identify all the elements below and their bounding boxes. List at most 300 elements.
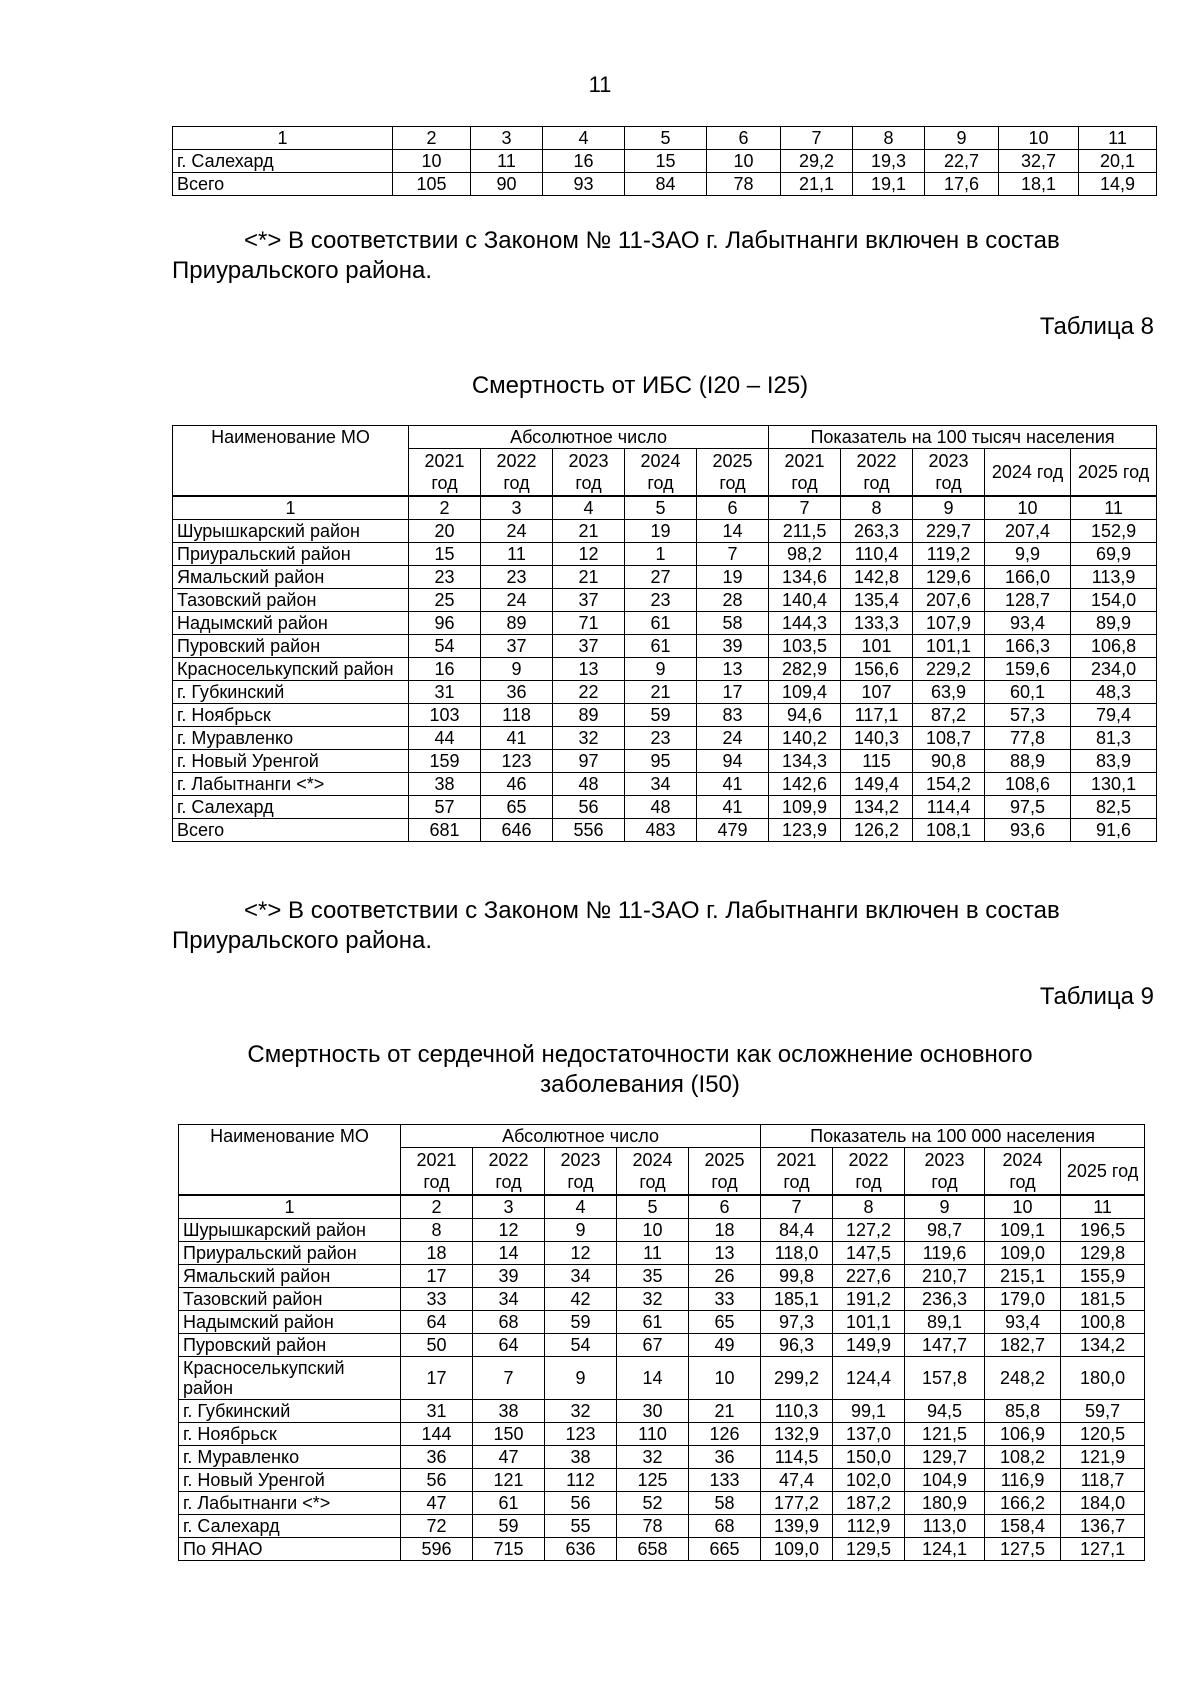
- value-cell: 123: [545, 1423, 617, 1446]
- value-cell: 41: [481, 727, 553, 750]
- value-cell: 104,9: [905, 1469, 985, 1492]
- year-header-cell: 2024 год: [625, 449, 697, 497]
- value-cell: 32,7: [999, 150, 1079, 173]
- value-cell: 60,1: [985, 681, 1071, 704]
- value-cell: 108,6: [985, 773, 1071, 796]
- value-cell: 57: [409, 796, 481, 819]
- value-cell: 18,1: [999, 173, 1079, 196]
- value-cell: 47: [473, 1446, 545, 1469]
- row-name-cell: г. Ноябрьск: [179, 1423, 401, 1446]
- value-cell: 106,9: [985, 1423, 1061, 1446]
- value-cell: 109,0: [985, 1242, 1061, 1265]
- footnote-2: <*> В соответствии с Законом № 11-ЗАО г. Лабытнанги включен в состав Приуральского района.: [172, 897, 1060, 954]
- value-cell: 82,5: [1071, 796, 1157, 819]
- row-name-cell: Пуровский район: [173, 635, 409, 658]
- table-row: [173, 727, 1157, 750]
- value-cell: 78: [707, 173, 781, 196]
- value-cell: 93,4: [985, 612, 1071, 635]
- value-cell: 22: [553, 681, 625, 704]
- value-cell: 93,6: [985, 819, 1071, 842]
- value-cell: 211,5: [769, 520, 841, 543]
- value-cell: 56: [401, 1469, 473, 1492]
- value-cell: 248,2: [985, 1357, 1061, 1400]
- row-name-cell: Приуральский район: [173, 543, 409, 566]
- year-header-cell: 2021 год: [409, 449, 481, 497]
- value-cell: 65: [481, 796, 553, 819]
- year-header-cell: 2023 год: [913, 449, 985, 497]
- value-cell: 479: [697, 819, 769, 842]
- value-cell: 123,9: [769, 819, 841, 842]
- value-cell: 134,6: [769, 566, 841, 589]
- column-number-cell: 1: [173, 127, 393, 150]
- value-cell: 107,9: [913, 612, 985, 635]
- value-cell: 68: [689, 1515, 761, 1538]
- column-number-cell: 11: [1079, 127, 1157, 150]
- value-cell: 34: [545, 1265, 617, 1288]
- value-cell: 38: [473, 1400, 545, 1423]
- value-cell: 119,2: [913, 543, 985, 566]
- value-cell: 136,7: [1061, 1515, 1145, 1538]
- value-cell: 21: [689, 1400, 761, 1423]
- value-cell: 94: [697, 750, 769, 773]
- column-number-cell: 5: [625, 127, 707, 150]
- value-cell: 135,4: [841, 589, 913, 612]
- value-cell: 89: [481, 612, 553, 635]
- value-cell: 18: [689, 1219, 761, 1242]
- column-number-cell: 9: [913, 496, 985, 520]
- value-cell: 139,9: [761, 1515, 833, 1538]
- value-cell: 227,6: [833, 1265, 905, 1288]
- row-name-cell: Шурышкарский район: [179, 1219, 401, 1242]
- value-cell: 19: [625, 520, 697, 543]
- value-cell: 97,3: [761, 1311, 833, 1334]
- value-cell: 95: [625, 750, 697, 773]
- value-cell: 182,7: [985, 1334, 1061, 1357]
- value-cell: 55: [545, 1515, 617, 1538]
- value-cell: 124,1: [905, 1538, 985, 1561]
- value-cell: 282,9: [769, 658, 841, 681]
- value-cell: 125: [617, 1469, 689, 1492]
- value-cell: 21: [625, 681, 697, 704]
- value-cell: 29,2: [781, 150, 853, 173]
- value-cell: 147,5: [833, 1242, 905, 1265]
- value-cell: 23: [481, 566, 553, 589]
- year-header-cell: 2025 год: [1071, 449, 1157, 497]
- value-cell: 16: [409, 658, 481, 681]
- value-cell: 118: [481, 704, 553, 727]
- value-cell: 20,1: [1079, 150, 1157, 173]
- value-cell: 48,3: [1071, 681, 1157, 704]
- value-cell: 133: [689, 1469, 761, 1492]
- value-cell: 18: [401, 1242, 473, 1265]
- value-cell: 99,1: [833, 1400, 905, 1423]
- value-cell: 11: [617, 1242, 689, 1265]
- value-cell: 47: [401, 1492, 473, 1515]
- table-row: [173, 173, 1157, 196]
- table-9-title: Смертность от сердечной недостаточности как осложнение основного заболевания (I50): [247, 1041, 1033, 1098]
- value-cell: 13: [689, 1242, 761, 1265]
- value-cell: 54: [545, 1334, 617, 1357]
- value-cell: 85,8: [985, 1400, 1061, 1423]
- row-name-cell: Всего: [173, 173, 393, 196]
- value-cell: 715: [473, 1538, 545, 1561]
- value-cell: 134,2: [1061, 1334, 1145, 1357]
- value-cell: 14: [617, 1357, 689, 1400]
- value-cell: 10: [617, 1219, 689, 1242]
- value-cell: 121: [473, 1469, 545, 1492]
- table-row: [173, 750, 1157, 773]
- table-row: [173, 819, 1157, 842]
- table-row: [173, 127, 1157, 150]
- value-cell: 147,7: [905, 1334, 985, 1357]
- value-cell: 236,3: [905, 1288, 985, 1311]
- value-cell: 142,8: [841, 566, 913, 589]
- column-number-cell: 2: [409, 496, 481, 520]
- table-row: [173, 796, 1157, 819]
- value-cell: 36: [689, 1446, 761, 1469]
- value-cell: 42: [545, 1288, 617, 1311]
- value-cell: 47,4: [761, 1469, 833, 1492]
- table-row: [173, 150, 1157, 173]
- table-row: [179, 1446, 1145, 1469]
- value-cell: 15: [625, 150, 707, 173]
- value-cell: 157,8: [905, 1357, 985, 1400]
- value-cell: 180,9: [905, 1492, 985, 1515]
- value-cell: 23: [625, 589, 697, 612]
- value-cell: 110,4: [841, 543, 913, 566]
- table-row: [179, 1469, 1145, 1492]
- value-cell: 229,7: [913, 520, 985, 543]
- column-number-cell: 3: [471, 127, 543, 150]
- row-name-cell: Всего: [173, 819, 409, 842]
- value-cell: 25: [409, 589, 481, 612]
- row-name-cell: г. Муравленко: [173, 727, 409, 750]
- value-cell: 88,9: [985, 750, 1071, 773]
- year-header-cell: 2021 год: [401, 1148, 473, 1196]
- row-name-cell: Красноселькупский район: [179, 1357, 401, 1400]
- value-cell: 155,9: [1061, 1265, 1145, 1288]
- value-cell: 128,7: [985, 589, 1071, 612]
- value-cell: 229,2: [913, 658, 985, 681]
- value-cell: 49: [689, 1334, 761, 1357]
- value-cell: 103,5: [769, 635, 841, 658]
- value-cell: 17: [697, 681, 769, 704]
- value-cell: 109,0: [761, 1538, 833, 1561]
- value-cell: 150,0: [833, 1446, 905, 1469]
- row-name-cell: Надымский район: [179, 1311, 401, 1334]
- value-cell: 37: [553, 589, 625, 612]
- value-cell: 89: [553, 704, 625, 727]
- value-cell: 114,5: [761, 1446, 833, 1469]
- column-number-cell: 8: [841, 496, 913, 520]
- value-cell: 21,1: [781, 173, 853, 196]
- value-cell: 24: [697, 727, 769, 750]
- year-header-cell: 2022 год: [833, 1148, 905, 1196]
- value-cell: 166,3: [985, 635, 1071, 658]
- value-cell: 37: [481, 635, 553, 658]
- value-cell: 98,7: [905, 1219, 985, 1242]
- column-numbers-row: [179, 1195, 1145, 1219]
- value-cell: 50: [401, 1334, 473, 1357]
- value-cell: 87,2: [913, 704, 985, 727]
- value-cell: 184,0: [1061, 1492, 1145, 1515]
- value-cell: 59: [625, 704, 697, 727]
- value-cell: 210,7: [905, 1265, 985, 1288]
- value-cell: 117,1: [841, 704, 913, 727]
- year-header-cell: 2024 год: [617, 1148, 689, 1196]
- value-cell: 13: [697, 658, 769, 681]
- value-cell: 112,9: [833, 1515, 905, 1538]
- year-header-cell: 2023 год: [905, 1148, 985, 1196]
- value-cell: 107: [841, 681, 913, 704]
- value-cell: 94,6: [769, 704, 841, 727]
- table-row: [179, 1423, 1145, 1446]
- value-cell: 154,2: [913, 773, 985, 796]
- value-cell: 61: [625, 635, 697, 658]
- value-cell: 100,8: [1061, 1311, 1145, 1334]
- table-row: [179, 1334, 1145, 1357]
- value-cell: 11: [471, 150, 543, 173]
- year-header-cell: 2022 год: [841, 449, 913, 497]
- value-cell: 22,7: [925, 150, 999, 173]
- table-8-col-name: Наименование МО: [173, 426, 409, 497]
- value-cell: 24: [481, 520, 553, 543]
- value-cell: 118,0: [761, 1242, 833, 1265]
- value-cell: 32: [553, 727, 625, 750]
- value-cell: 52: [617, 1492, 689, 1515]
- value-cell: 9: [545, 1357, 617, 1400]
- year-header-cell: 2021 год: [761, 1148, 833, 1196]
- value-cell: 140,3: [841, 727, 913, 750]
- value-cell: 83: [697, 704, 769, 727]
- row-name-cell: Ямальский район: [173, 566, 409, 589]
- value-cell: 33: [401, 1288, 473, 1311]
- value-cell: 12: [553, 543, 625, 566]
- value-cell: 207,6: [913, 589, 985, 612]
- value-cell: 109,1: [985, 1219, 1061, 1242]
- column-number-cell: 11: [1071, 496, 1157, 520]
- value-cell: 38: [545, 1446, 617, 1469]
- column-number-cell: 4: [543, 127, 625, 150]
- value-cell: 93: [543, 173, 625, 196]
- table-row: [173, 566, 1157, 589]
- row-name-cell: г. Лабытнанги <*>: [179, 1492, 401, 1515]
- value-cell: 110: [617, 1423, 689, 1446]
- row-name-cell: Ямальский район: [179, 1265, 401, 1288]
- value-cell: 44: [409, 727, 481, 750]
- value-cell: 83,9: [1071, 750, 1157, 773]
- value-cell: 59: [545, 1311, 617, 1334]
- row-name-cell: г. Губкинский: [179, 1400, 401, 1423]
- value-cell: 9: [625, 658, 697, 681]
- value-cell: 158,4: [985, 1515, 1061, 1538]
- value-cell: 32: [617, 1446, 689, 1469]
- table-row: [179, 1400, 1145, 1423]
- value-cell: 99,8: [761, 1265, 833, 1288]
- value-cell: 112: [545, 1469, 617, 1492]
- value-cell: 7: [697, 543, 769, 566]
- column-number-cell: 9: [905, 1195, 985, 1219]
- value-cell: 181,5: [1061, 1288, 1145, 1311]
- value-cell: 24: [481, 589, 553, 612]
- value-cell: 106,8: [1071, 635, 1157, 658]
- row-name-cell: г. Муравленко: [179, 1446, 401, 1469]
- column-number-cell: 3: [473, 1195, 545, 1219]
- value-cell: 109,9: [769, 796, 841, 819]
- value-cell: 179,0: [985, 1288, 1061, 1311]
- column-number-cell: 8: [833, 1195, 905, 1219]
- value-cell: 69,9: [1071, 543, 1157, 566]
- value-cell: 90: [471, 173, 543, 196]
- value-cell: 23: [625, 727, 697, 750]
- value-cell: 140,2: [769, 727, 841, 750]
- table-9-group-abs: Абсолютное число: [401, 1125, 761, 1148]
- value-cell: 39: [697, 635, 769, 658]
- value-cell: 67: [617, 1334, 689, 1357]
- value-cell: 142,6: [769, 773, 841, 796]
- value-cell: 21: [553, 520, 625, 543]
- value-cell: 129,5: [833, 1538, 905, 1561]
- value-cell: 14,9: [1079, 173, 1157, 196]
- column-number-cell: 2: [393, 127, 471, 150]
- row-name-cell: Приуральский район: [179, 1242, 401, 1265]
- value-cell: 105: [393, 173, 471, 196]
- row-name-cell: г. Салехард: [173, 796, 409, 819]
- value-cell: 133,3: [841, 612, 913, 635]
- value-cell: 180,0: [1061, 1357, 1145, 1400]
- value-cell: 17,6: [925, 173, 999, 196]
- column-number-cell: 6: [689, 1195, 761, 1219]
- column-number-cell: 10: [985, 496, 1071, 520]
- table-row: [179, 1515, 1145, 1538]
- value-cell: 144: [401, 1423, 473, 1446]
- value-cell: 32: [545, 1400, 617, 1423]
- table-8-label: Таблица 8: [1039, 313, 1154, 340]
- value-cell: 121,5: [905, 1423, 985, 1446]
- value-cell: 681: [409, 819, 481, 842]
- value-cell: 11: [481, 543, 553, 566]
- column-number-cell: 3: [481, 496, 553, 520]
- value-cell: 127,2: [833, 1219, 905, 1242]
- value-cell: 23: [409, 566, 481, 589]
- table-row: [179, 1265, 1145, 1288]
- row-name-cell: г. Салехард: [179, 1515, 401, 1538]
- value-cell: 121,9: [1061, 1446, 1145, 1469]
- year-header-cell: 2024 год: [985, 1148, 1061, 1196]
- column-number-cell: 11: [1061, 1195, 1145, 1219]
- table-8-title: Смертность от ИБС (I20 – I25): [471, 372, 809, 399]
- value-cell: 68: [473, 1311, 545, 1334]
- year-header-cell: 2024 год: [985, 449, 1071, 497]
- value-cell: 20: [409, 520, 481, 543]
- value-cell: 10: [689, 1357, 761, 1400]
- value-cell: 110,3: [761, 1400, 833, 1423]
- table-9: [178, 1124, 1145, 1561]
- value-cell: 34: [473, 1288, 545, 1311]
- value-cell: 17: [401, 1357, 473, 1400]
- value-cell: 58: [689, 1492, 761, 1515]
- year-header-cell: 2023 год: [545, 1148, 617, 1196]
- value-cell: 37: [553, 635, 625, 658]
- value-cell: 123: [481, 750, 553, 773]
- value-cell: 116,9: [985, 1469, 1061, 1492]
- value-cell: 7: [473, 1357, 545, 1400]
- value-cell: 102,0: [833, 1469, 905, 1492]
- value-cell: 94,5: [905, 1400, 985, 1423]
- value-cell: 120,5: [1061, 1423, 1145, 1446]
- column-number-cell: 6: [697, 496, 769, 520]
- row-name-cell: г. Салехард: [173, 150, 393, 173]
- value-cell: 31: [401, 1400, 473, 1423]
- value-cell: 71: [553, 612, 625, 635]
- value-cell: 41: [697, 773, 769, 796]
- column-number-cell: 9: [925, 127, 999, 150]
- value-cell: 93,4: [985, 1311, 1061, 1334]
- value-cell: 48: [625, 796, 697, 819]
- row-name-cell: Тазовский район: [179, 1288, 401, 1311]
- value-cell: 9: [545, 1219, 617, 1242]
- value-cell: 159: [409, 750, 481, 773]
- value-cell: 59,7: [1061, 1400, 1145, 1423]
- table-row: [173, 612, 1157, 635]
- year-header-cell: 2022 год: [481, 449, 553, 497]
- value-cell: 665: [689, 1538, 761, 1561]
- value-cell: 78: [617, 1515, 689, 1538]
- table-row: [179, 1492, 1145, 1515]
- value-cell: 149,4: [841, 773, 913, 796]
- value-cell: 166,0: [985, 566, 1071, 589]
- value-cell: 134,3: [769, 750, 841, 773]
- column-number-cell: 7: [761, 1195, 833, 1219]
- value-cell: 9: [481, 658, 553, 681]
- table-row: [179, 1311, 1145, 1334]
- value-cell: 96,3: [761, 1334, 833, 1357]
- column-number-cell: 7: [781, 127, 853, 150]
- value-cell: 19: [697, 566, 769, 589]
- table-row: [179, 1288, 1145, 1311]
- value-cell: 91,6: [1071, 819, 1157, 842]
- row-name-cell: г. Губкинский: [173, 681, 409, 704]
- value-cell: 33: [689, 1288, 761, 1311]
- column-number-cell: 4: [553, 496, 625, 520]
- value-cell: 166,2: [985, 1492, 1061, 1515]
- value-cell: 15: [409, 543, 481, 566]
- value-cell: 9,9: [985, 543, 1071, 566]
- value-cell: 156,6: [841, 658, 913, 681]
- value-cell: 79,4: [1071, 704, 1157, 727]
- row-name-cell: По ЯНАО: [179, 1538, 401, 1561]
- value-cell: 109,4: [769, 681, 841, 704]
- value-cell: 39: [473, 1265, 545, 1288]
- value-cell: 56: [553, 796, 625, 819]
- value-cell: 113,9: [1071, 566, 1157, 589]
- value-cell: 215,1: [985, 1265, 1061, 1288]
- row-name-cell: г. Лабытнанги <*>: [173, 773, 409, 796]
- value-cell: 159,6: [985, 658, 1071, 681]
- value-cell: 144,3: [769, 612, 841, 635]
- value-cell: 596: [401, 1538, 473, 1561]
- value-cell: 54: [409, 635, 481, 658]
- value-cell: 108,1: [913, 819, 985, 842]
- value-cell: 10: [393, 150, 471, 173]
- footnote-1: <*> В соответствии с Законом № 11-ЗАО г. Лабытнанги включен в состав Приуральского района.: [172, 227, 1060, 284]
- value-cell: 59: [473, 1515, 545, 1538]
- value-cell: 31: [409, 681, 481, 704]
- value-cell: 84: [625, 173, 707, 196]
- value-cell: 64: [401, 1311, 473, 1334]
- table-row: [173, 773, 1157, 796]
- table-9-group-rate: Показатель на 100 000 населения: [761, 1125, 1145, 1148]
